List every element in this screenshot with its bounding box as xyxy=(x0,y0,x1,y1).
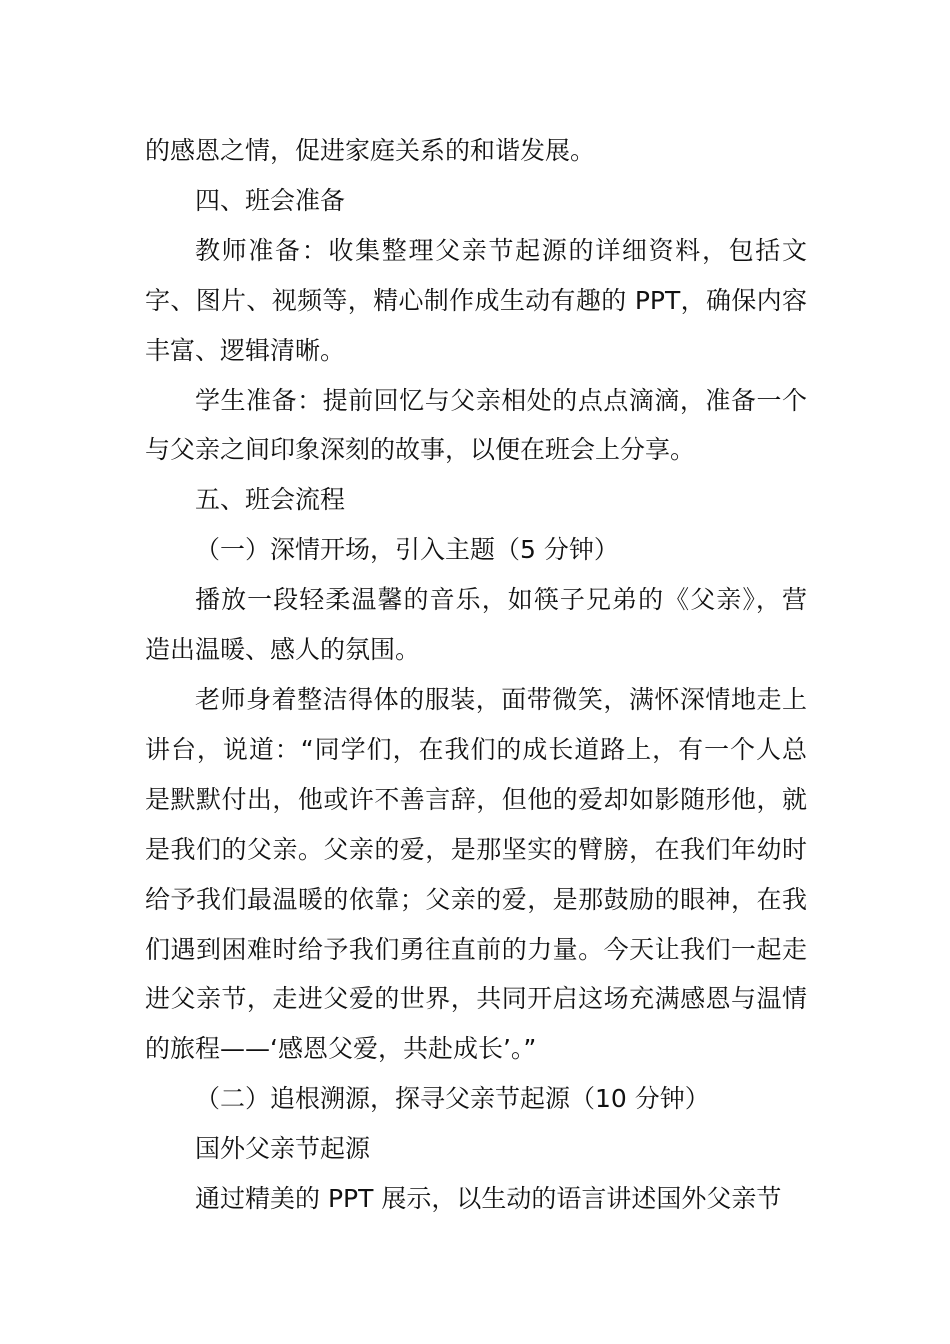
paragraph-music: 播放一段轻柔温馨的音乐，如筷子兄弟的《父亲》，营造出温暖、感人的氛围。 xyxy=(145,585,807,665)
heading-section-4: 四、班会准备 xyxy=(195,185,346,215)
subheading-foreign-origin: 国外父亲节起源 xyxy=(195,1134,371,1164)
paragraph-continuation: 的感恩之情，促进家庭关系的和谐发展。 xyxy=(145,136,596,165)
paragraph-teacher-prep: 教师准备：收集整理父亲节起源的详细资料，包括文字、图片、视频等，精心制作成生动有趣的 PPT，确保内容丰富、逻辑清晰。 xyxy=(145,235,807,365)
paragraph-student-prep: 学生准备：提前回忆与父亲相处的点点滴滴，准备一个与父亲之间印象深刻的故事，以便在班会上分享。 xyxy=(145,385,807,465)
heading-section-5: 五、班会流程 xyxy=(195,485,346,515)
paragraph-ppt-intro: 通过精美的 PPT 展示，以生动的语言讲述国外父亲节 xyxy=(195,1184,782,1214)
paragraph-teacher-speech: 老师身着整洁得体的服装，面带微笑，满怀深情地走上讲台，说道：“同学们，在我们的成长道路上，有一个人总是默默付出，他或许不善言辞，但他的爱却如影随形他，就是我们的父亲。父亲的爱，是那坚实的臂膀，在我们年幼时给予我们最温暖的依靠；父亲的爱，是那鼓励的眼神，在我们遇到困难时给予我们勇往直前的力量。今天让我们一起走进父亲节，走进父爱的世界，共同开启这场充满感恩与温情的旅程——‘感恩父爱，共赴成长’。” xyxy=(145,684,807,1064)
subheading-origin: （二）追根溯源，探寻父亲节起源（10 分钟） xyxy=(195,1084,710,1114)
subheading-opening: （一）深情开场，引入主题（5 分钟） xyxy=(195,535,619,565)
body-text xyxy=(145,126,807,1224)
